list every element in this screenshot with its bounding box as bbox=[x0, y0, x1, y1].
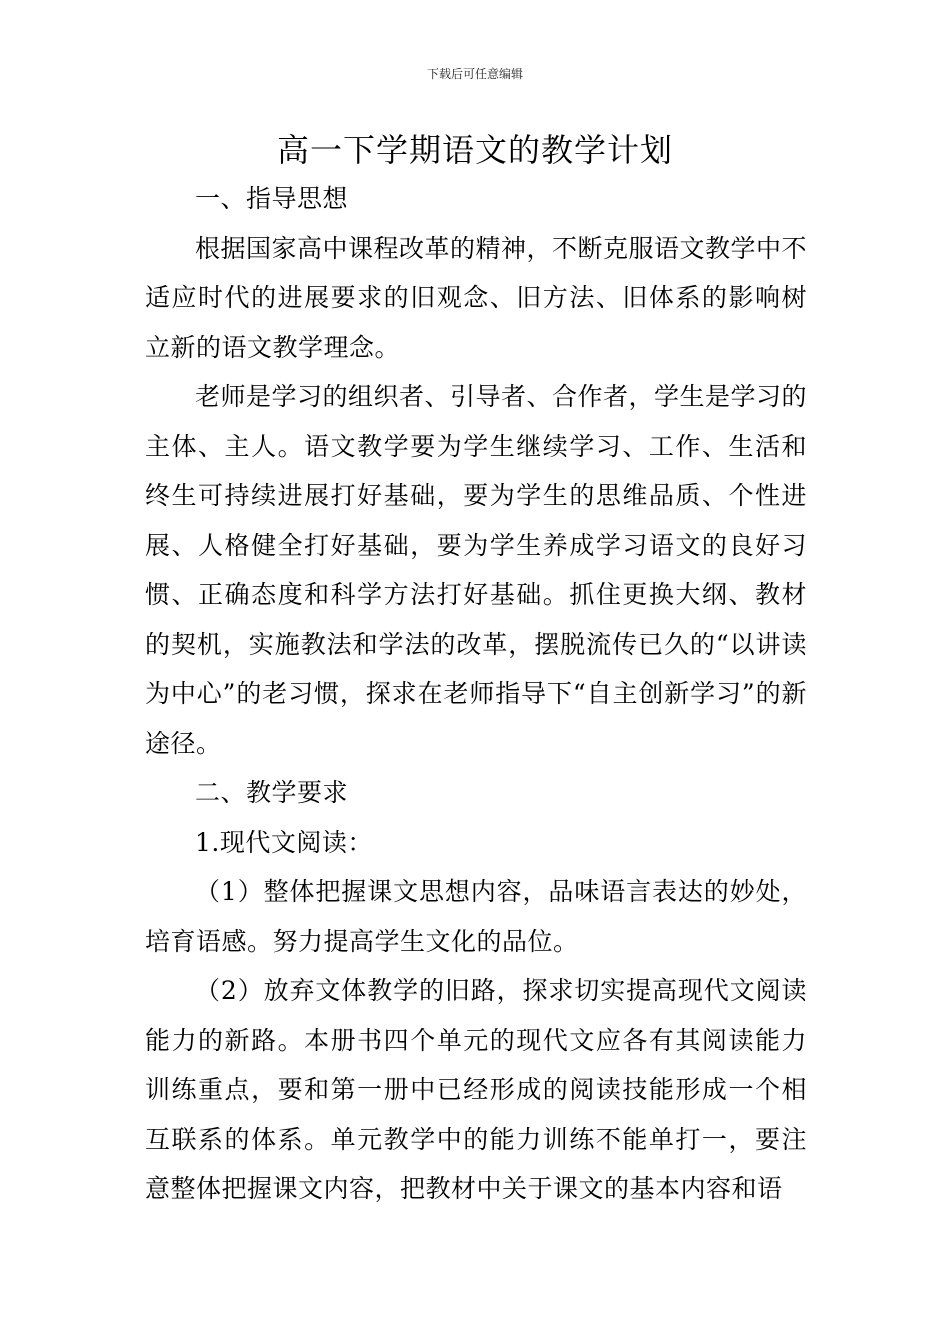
paragraph-reform-spirit: 根据国家高中课程改革的精神，不断克服语文教学中不适应时代的进展要求的旧观念、旧方法、旧体系的影响树立新的语文教学理念。 bbox=[145, 233, 808, 362]
subheading-modern-reading: 1.现代文阅读： bbox=[195, 827, 373, 857]
paragraph-item-2: （2）放弃文体教学的旧路，探求切实提高现代文阅读能力的新路。本册书四个单元的现代文应各有其阅读能力训练重点，要和第一册中已经形成的阅读技能形成一个相互联系的体系。单元教学中的能力训练不能单打一，要注意整体把握课文内容，把教材中关于课文的基本内容和语 bbox=[145, 976, 807, 1203]
paragraph-item-1: （1）整体把握课文思想内容，品味语言表达的妙处，培育语感。努力提高学生文化的品位。 bbox=[145, 877, 807, 956]
section-heading-guiding-ideology: 一、指导思想 bbox=[195, 184, 349, 213]
section-heading-teaching-requirements: 二、教学要求 bbox=[195, 778, 349, 807]
document-title: 高一下学期语文的教学计划 bbox=[276, 131, 673, 169]
paragraph-teacher-role: 老师是学习的组织者、引导者、合作者，学生是学习的主体、主人。语文教学要为学生继续学习、工作、生活和终生可持续进展打好基础，要为学生的思维品质、个性进展、人格健全打好基础，要为学生养成学习语文的良好习惯、正确态度和科学方法打好基础。抓住更换大纲、教材的契机，实施教法和学法的改革，摆脱流传已久的“以讲读为中心”的老习惯，探求在老师指导下“自主创新学习”的新途径。 bbox=[145, 382, 808, 758]
document-body bbox=[145, 174, 807, 1214]
page-header-note: 下载后可任意编辑 bbox=[426, 67, 523, 81]
